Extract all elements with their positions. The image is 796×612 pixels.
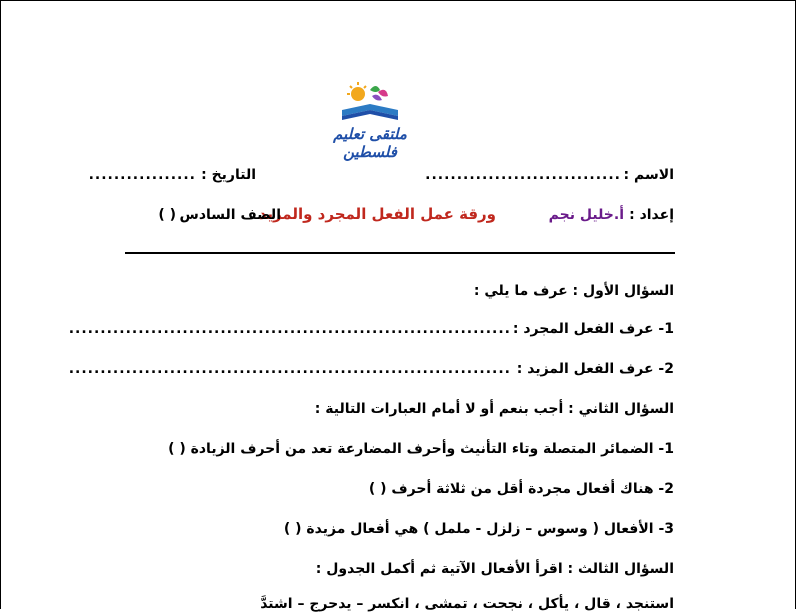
logo — [305, 80, 435, 161]
q1-item-2-answer[interactable]: ...................................................................... — [68, 361, 511, 377]
prepared-label: إعداد : — [629, 207, 674, 223]
worksheet-title: ورقة عمل الفعل المجرد والمزيد — [258, 205, 496, 223]
name-field[interactable]: ............................... — [425, 167, 621, 183]
date-label: التاريخ : — [201, 167, 256, 183]
date-field[interactable]: ................. — [88, 167, 196, 183]
q2-item-1: 1- الضمائر المتصلة وتاء التأنيث وأحرف المضارعة تعد من أحرف الزيادة ( ) — [168, 441, 674, 457]
author-name: أ.خليل نجم — [548, 207, 624, 223]
q2-item-2: 2- هناك أفعال مجردة أقل من ثلاثة أحرف ( ) — [368, 481, 674, 497]
q1-title: السؤال الأول : عرف ما يلي : — [473, 283, 674, 299]
grade-label: الصف السادس — [179, 207, 281, 223]
name-label: الاسم : — [623, 167, 674, 183]
q2-title: السؤال الثاني : أجب بنعم أو لا أمام العبارات التالية : — [314, 401, 674, 417]
q1-item-2: 2- عرف الفعل المزيد : — [516, 361, 674, 377]
q3-title: السؤال الثالث : اقرأ الأفعال الآتية ثم أكمل الجدول : — [315, 561, 674, 577]
logo-text: ملتقى تعليم فلسطين — [333, 125, 407, 161]
grade-field[interactable]: ( ) — [158, 207, 176, 223]
q1-item-1: 1- عرف الفعل المجرد : — [512, 321, 674, 337]
divider-line — [125, 252, 675, 254]
q3-verbs: استنجد ، قال ، يأكل ، نجحت ، تمشى ، انكسر – يدحرج – اشتدَّ — [260, 596, 674, 612]
q2-item-3: 3- الأفعال ( وسوس – زلزل - ململ ) هي أفعال مزيدة ( ) — [283, 521, 674, 537]
q1-item-1-answer[interactable]: ...................................................................... — [68, 321, 511, 337]
book-sun-icon — [340, 80, 400, 125]
